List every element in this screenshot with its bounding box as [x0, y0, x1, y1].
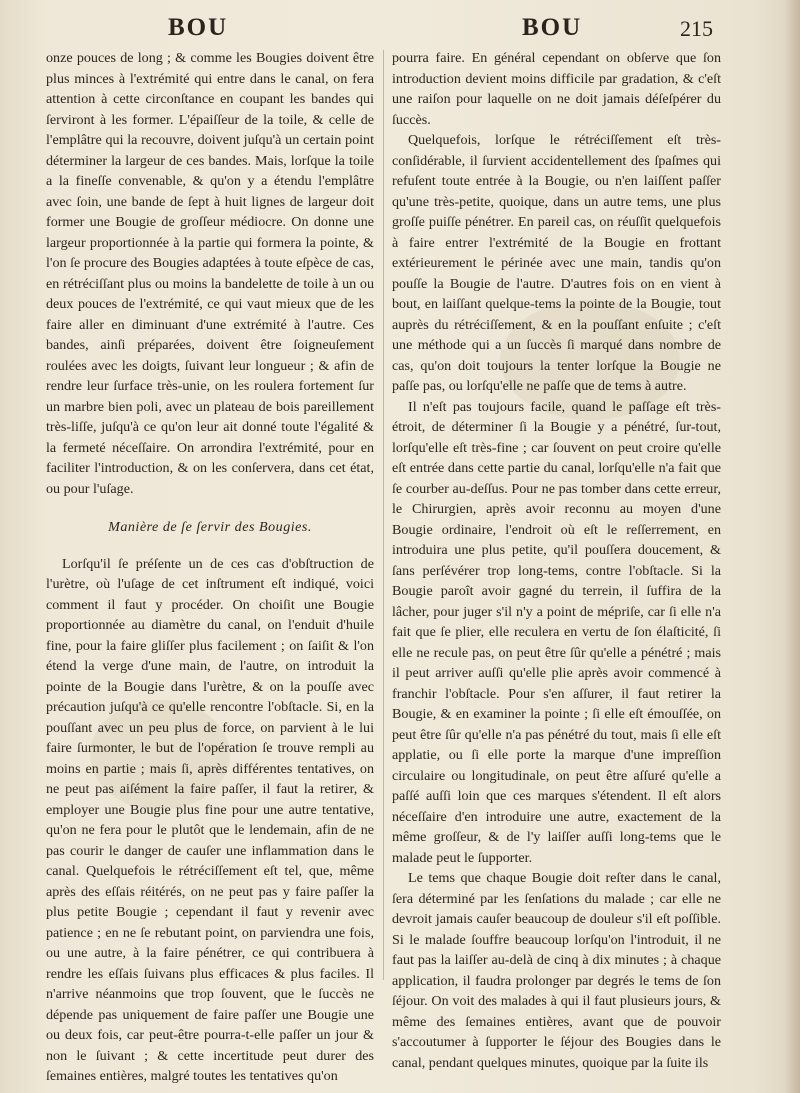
page-number: 215 [680, 16, 713, 41]
paragraph: pourra faire. En général cependant on obſerve que ſon introduction devient moins difficile par gradation, & c'eſt une raiſon pour laquelle on ne doit jamais déſeſpérer du ſuccès. [392, 50, 721, 128]
column-divider [383, 50, 384, 980]
paragraph: onze pouces de long ; & comme les Bougies doivent être plus minces à l'extrémité qui entre dans le canal, on fera attention à cette circonſtance en coupant les bandes qui ſerviront à les former. L'épaiſſeur de la toile, & celle de l'emplâtre qui la recouvre, doivent juſqu'à un certain point déterminer la largeur de ces bandes. Mais, lorſque la toile a la fineſſe convenable, & qu'on y a étendu l'emplâtre avec ſoin, une bande de ſept à huit lignes de largeur doit former une Bougie de groſſeur médiocre. On donne une largeur proportionnée à la partie qui formera la pointe, & l'on ſe procure des Bougies adaptées à toute eſpèce de cas, en rétréciſſant plus ou moins la bandelette de toile à un ou deux pouces de l'extrémité, ce qui vaut mieux que de les faire aller en diminuant d'une extrémité à l'autre. Ces bandes, ainſi préparées, doivent être ſoigneuſement roulées avec les doigts, ſuivant leur longueur ; & afin de rendre leur ſurface très-unie, on les roulera fortement ſur un marbre bien poli, avec un plateau de bois pareillement très-liſſe, juſqu'à ce qu'on leur ait donné toute l'égalité & la fermeté néceſſaire. On arrondira l'extrémité, pour en faciliter l'introduction, & on les conſervera, dans cet état, ou pour l'uſage. [46, 50, 374, 497]
paragraph: Quelquefois, lorſque le rétréciſſement eſt très-conſidérable, il ſurvient accidentellement des ſpaſmes qui refuſent toute entrée à la Bougie, ou n'en laiſſent paſſer qu'une très-petite, quoique, dans un autre tems, une plus groſſe puiſſe pénétrer. En pareil cas, on réuſſit quelquefois à faire entrer l'extrémité de la Bougie en frottant extérieurement le périnée avec une main, tandis qu'on pouſſe la Bougie de l'autre. D'autres fois on en vient à bout, en laiſſant quelque-tems la pointe de la Bougie, tout auprès du rétréciſſement, & en la pouſſant enſuite ; c'eſt une méthode qui a un ſuccès ſi marqué dans nombre de cas, qu'on doit toujours la tenter lorſque la Bougie ne paſſe pas, ou lorſqu'elle ne paſſe que de tems à autre. [392, 132, 721, 394]
right-column [392, 48, 721, 1073]
paragraph: Le tems que chaque Bougie doit reſter dans le canal, ſera déterminé par les ſenſations du malade ; car elle ne devroit jamais cauſer beaucoup de douleur s'il eſt poſſible. Si le malade ſouffre beaucoup lorſqu'on l'introduit, il ne faut pas la laiſſer au-delà de cinq à dix minutes ; à chaque application, il faudra prolonger par degrés le tems de ſon ſéjour. On voit des malades à qui il faut plusieurs jours, & même des ſemaines entières, avant que de pouvoir s'accoutumer à ſupporter le ſéjour des Bougies dans le canal, pendant quelques minutes, quoique par la ſuite ils [392, 870, 721, 1071]
header-left-title: BOU [168, 14, 229, 41]
paragraph: Lorſqu'il ſe préſente un de ces cas d'obſtruction de l'urètre, où l'uſage de cet inſtrument eſt indiqué, voici comment il faut y procéder. On choiſit une Bougie proportionnée au diamètre du canal, on l'enduit d'huile fine, pour la faire gliſſer plus facilement ; on ſaiſit & l'on étend la verge d'une main, de l'autre, on introduit la pointe de la Bougie dans l'urètre, & on la pouſſe avec précaution juſqu'à ce qu'elle rencontre l'obſtacle. Si, en la pouſſant avec un peu plus de force, on parvient à le lui faire ſurmonter, le but de l'opération ſe trouve rempli au moins en partie ; mais ſi, après différentes tentatives, on ne peut pas aiſément la faire paſſer, il faut la retirer, & employer une Bougie plus fine pour une autre tentative, qu'on ne fera pour le plutôt que le lendemain, afin de ne pas courir le danger de cauſer une inflammation dans le canal. Quelquefois le rétréciſſement eſt tel, que, même après des eſſais réitérés, on ne peut pas y faire paſſer la plus petite Bougie ; cependant il faut y revenir avec patience ; en ne ſe rebutant point, on parviendra une fois, ou une autre, à la faire pénétrer, ce qui contribuera à rendre les eſſais ſuivans plus efficaces & plus faciles. Il n'arrive néanmoins que trop ſouvent, que le ſuccès ne dépende pas uniquement de faire paſſer une Bougie une ou deux fois, car peut-être pourra-t-elle paſſer un jour & non le ſuivant ; & cette incertitude peut durer des ſemaines entières, malgré toutes les tentatives qu'on [46, 555, 374, 1084]
page-edge-shadow [784, 0, 800, 1093]
left-column [46, 48, 374, 1087]
header-right-title: BOU [522, 14, 583, 41]
running-header [0, 12, 800, 46]
section-heading: Manière de ſe ſervir des Bougies. [108, 519, 312, 535]
paragraph: Il n'eſt pas toujours facile, quand le paſſage eſt très-étroit, de déterminer ſi la Bougie y a pénétré, ſur-tout, lorſqu'elle eſt très-fine ; car ſouvent on peut croire qu'elle eſt entrée dans cette partie du canal, lorſqu'elle n'a fait que ſe courber au-deſſus. Pour ne pas tomber dans cette erreur, le Chirurgien, après avoir reconnu au moyen d'une Bougie ordinaire, l'endroit où eſt le reſſerrement, en introduira une plus petite, qu'il pouſſera doucement, & ſans perſévérer trop long-tems, contre l'obſtacle. Si la Bougie paroît avoir gagné du terrein, il ſuffira de la lâcher, pour juger s'il n'y a point de mépriſe, car ſi elle n'a fait que ſe plier, elle reculera en vertu de ſon élaſticité, ſi elle ne recule pas, on peut être ſûr qu'elle a pénétré ; mais il peut arriver auſſi qu'elle plie après avoir commencé à franchir l'obſtacle. Pour s'en aſſurer, il faut retirer la Bougie, & en examiner la pointe ; ſi elle eſt émouſſée, on peut être ſûr qu'elle n'a pas pénétré du tout, mais ſi elle eſt applatie, ou ſi elle porte la marque d'une impreſſion circulaire ou longitudinale, on peut être aſſuré qu'elle a paſſé auſſi loin que ces marques s'étendent. Il eſt alors néceſſaire d'en introduire une autre, exactement de la même groſſeur, & de l'y laiſſer auſſi long-tems que le malade peut le ſupporter. [392, 398, 721, 866]
